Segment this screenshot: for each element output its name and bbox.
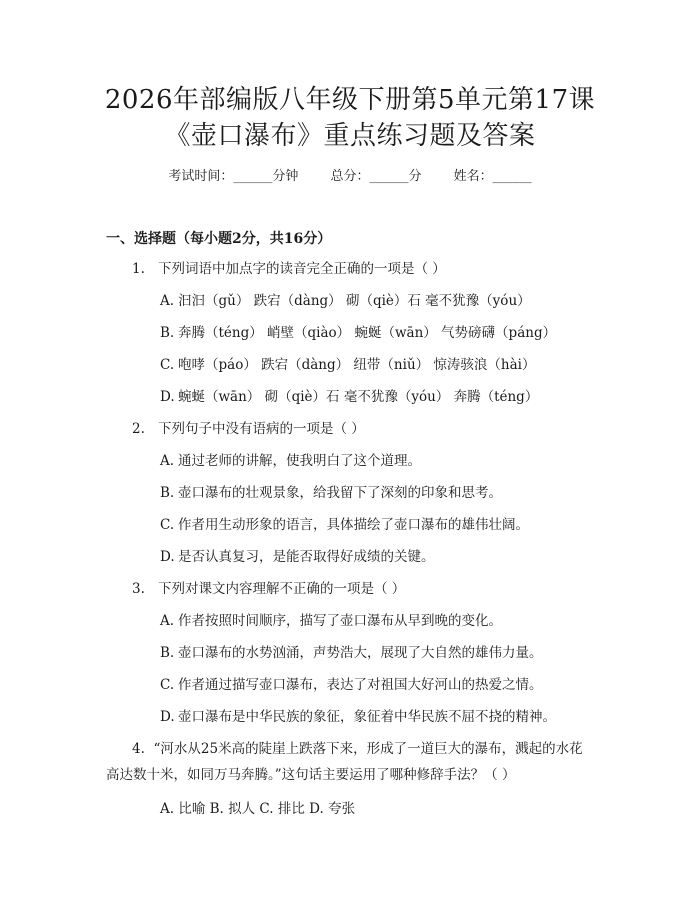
exam-info xyxy=(0,167,700,187)
option-text: 壶口瀑布的水势汹涌，声势浩大，展现了大自然的雄伟力量。 xyxy=(178,645,543,661)
student-name-field: 姓名：______ xyxy=(453,169,532,184)
question-4 xyxy=(106,736,586,788)
question-4-options: A. 比喻 B. 拟人 C. 排比 D. 夸张 xyxy=(160,801,356,817)
question-1-option-a xyxy=(160,290,531,312)
option-letter: A. xyxy=(160,613,175,629)
option-text: 壶口瀑布的壮观景象，给我留下了深刻的印象和思考。 xyxy=(178,485,502,501)
question-number: 3. xyxy=(132,581,145,597)
question-stem: 下列句子中没有语病的一项是（ ） xyxy=(158,421,365,437)
option-text: 奔腾（téng） 峭壁（qiào） 蜿蜒（wān） 气势磅礴（páng） xyxy=(178,325,557,341)
question-3-option-a xyxy=(160,610,502,632)
option-letter: B. xyxy=(160,645,175,661)
section-heading: 一、选择题（每小题2分，共16分） xyxy=(106,231,332,247)
question-2-option-c xyxy=(160,514,529,536)
option-text: 壶口瀑布是中华民族的象征，象征着中华民族不屈不挠的精神。 xyxy=(178,709,556,725)
question-2-option-a xyxy=(160,450,421,472)
question-stem: 下列词语中加点字的读音完全正确的一项是（ ） xyxy=(158,261,446,277)
option-letter: D. xyxy=(160,709,175,725)
question-2-option-b xyxy=(160,482,502,504)
question-number: 2. xyxy=(132,421,145,437)
option-text: 通过老师的讲解，使我明白了这个道理。 xyxy=(178,453,421,469)
document-title-line-2: 《壶口瀑布》重点练习题及答案 xyxy=(164,121,536,151)
question-stem: “河水从25米高的陡崖上跌落下来，形成了一道巨大的瀑布，溅起的水花高达数十米，如同万马奔腾。”这句话主要运用了哪种修辞手法？（ ） xyxy=(106,741,583,783)
option-letter: C. xyxy=(160,517,175,533)
option-letter: A. xyxy=(160,453,175,469)
option-letter: B. xyxy=(160,485,175,501)
question-3-option-d xyxy=(160,706,556,728)
option-text: 汩汩（gǔ） 跌宕（dàng） 砌（qiè）石 毫不犹豫（yóu） xyxy=(178,293,531,309)
option-letter: B. xyxy=(160,325,175,341)
total-score-field: 总分：______分 xyxy=(330,169,422,184)
document-title-line-1: 2026年部编版八年级下册第5单元第17课 xyxy=(104,85,596,115)
option-letter: C. xyxy=(160,357,175,373)
option-text: 作者用生动形象的语言，具体描绘了壶口瀑布的雄伟壮阔。 xyxy=(178,517,529,533)
option-text: 咆哮（páo） 跌宕（dàng） 纽带（niǔ） 惊涛骇浪（hài） xyxy=(178,357,536,373)
option-text: 蜿蜒（wān） 砌（qiè）石 毫不犹豫（yóu） 奔腾（téng） xyxy=(178,389,539,405)
option-letter: D. xyxy=(160,549,175,565)
question-2 xyxy=(132,418,365,440)
question-stem: 下列对课文内容理解不正确的一项是（ ） xyxy=(158,581,406,597)
option-letter: C. xyxy=(160,677,175,693)
question-1-option-b xyxy=(160,322,556,344)
exam-time-field: 考试时间：______分钟 xyxy=(168,169,299,184)
question-1 xyxy=(132,258,446,280)
option-text: 作者通过描写壶口瀑布，表达了对祖国大好河山的热爱之情。 xyxy=(178,677,543,693)
question-3-option-b xyxy=(160,642,543,664)
question-3-option-c xyxy=(160,674,543,696)
option-letter: D. xyxy=(160,389,175,405)
question-1-option-d xyxy=(160,386,538,408)
question-2-option-d xyxy=(160,546,435,568)
option-letter: A. xyxy=(160,293,175,309)
question-number: 4. xyxy=(132,741,145,757)
question-1-option-c xyxy=(160,354,536,376)
option-text: 作者按照时间顺序，描写了壶口瀑布从早到晚的变化。 xyxy=(178,613,502,629)
question-3 xyxy=(132,578,405,600)
option-text: 是否认真复习，是能否取得好成绩的关键。 xyxy=(178,549,435,565)
question-number: 1. xyxy=(132,261,145,277)
